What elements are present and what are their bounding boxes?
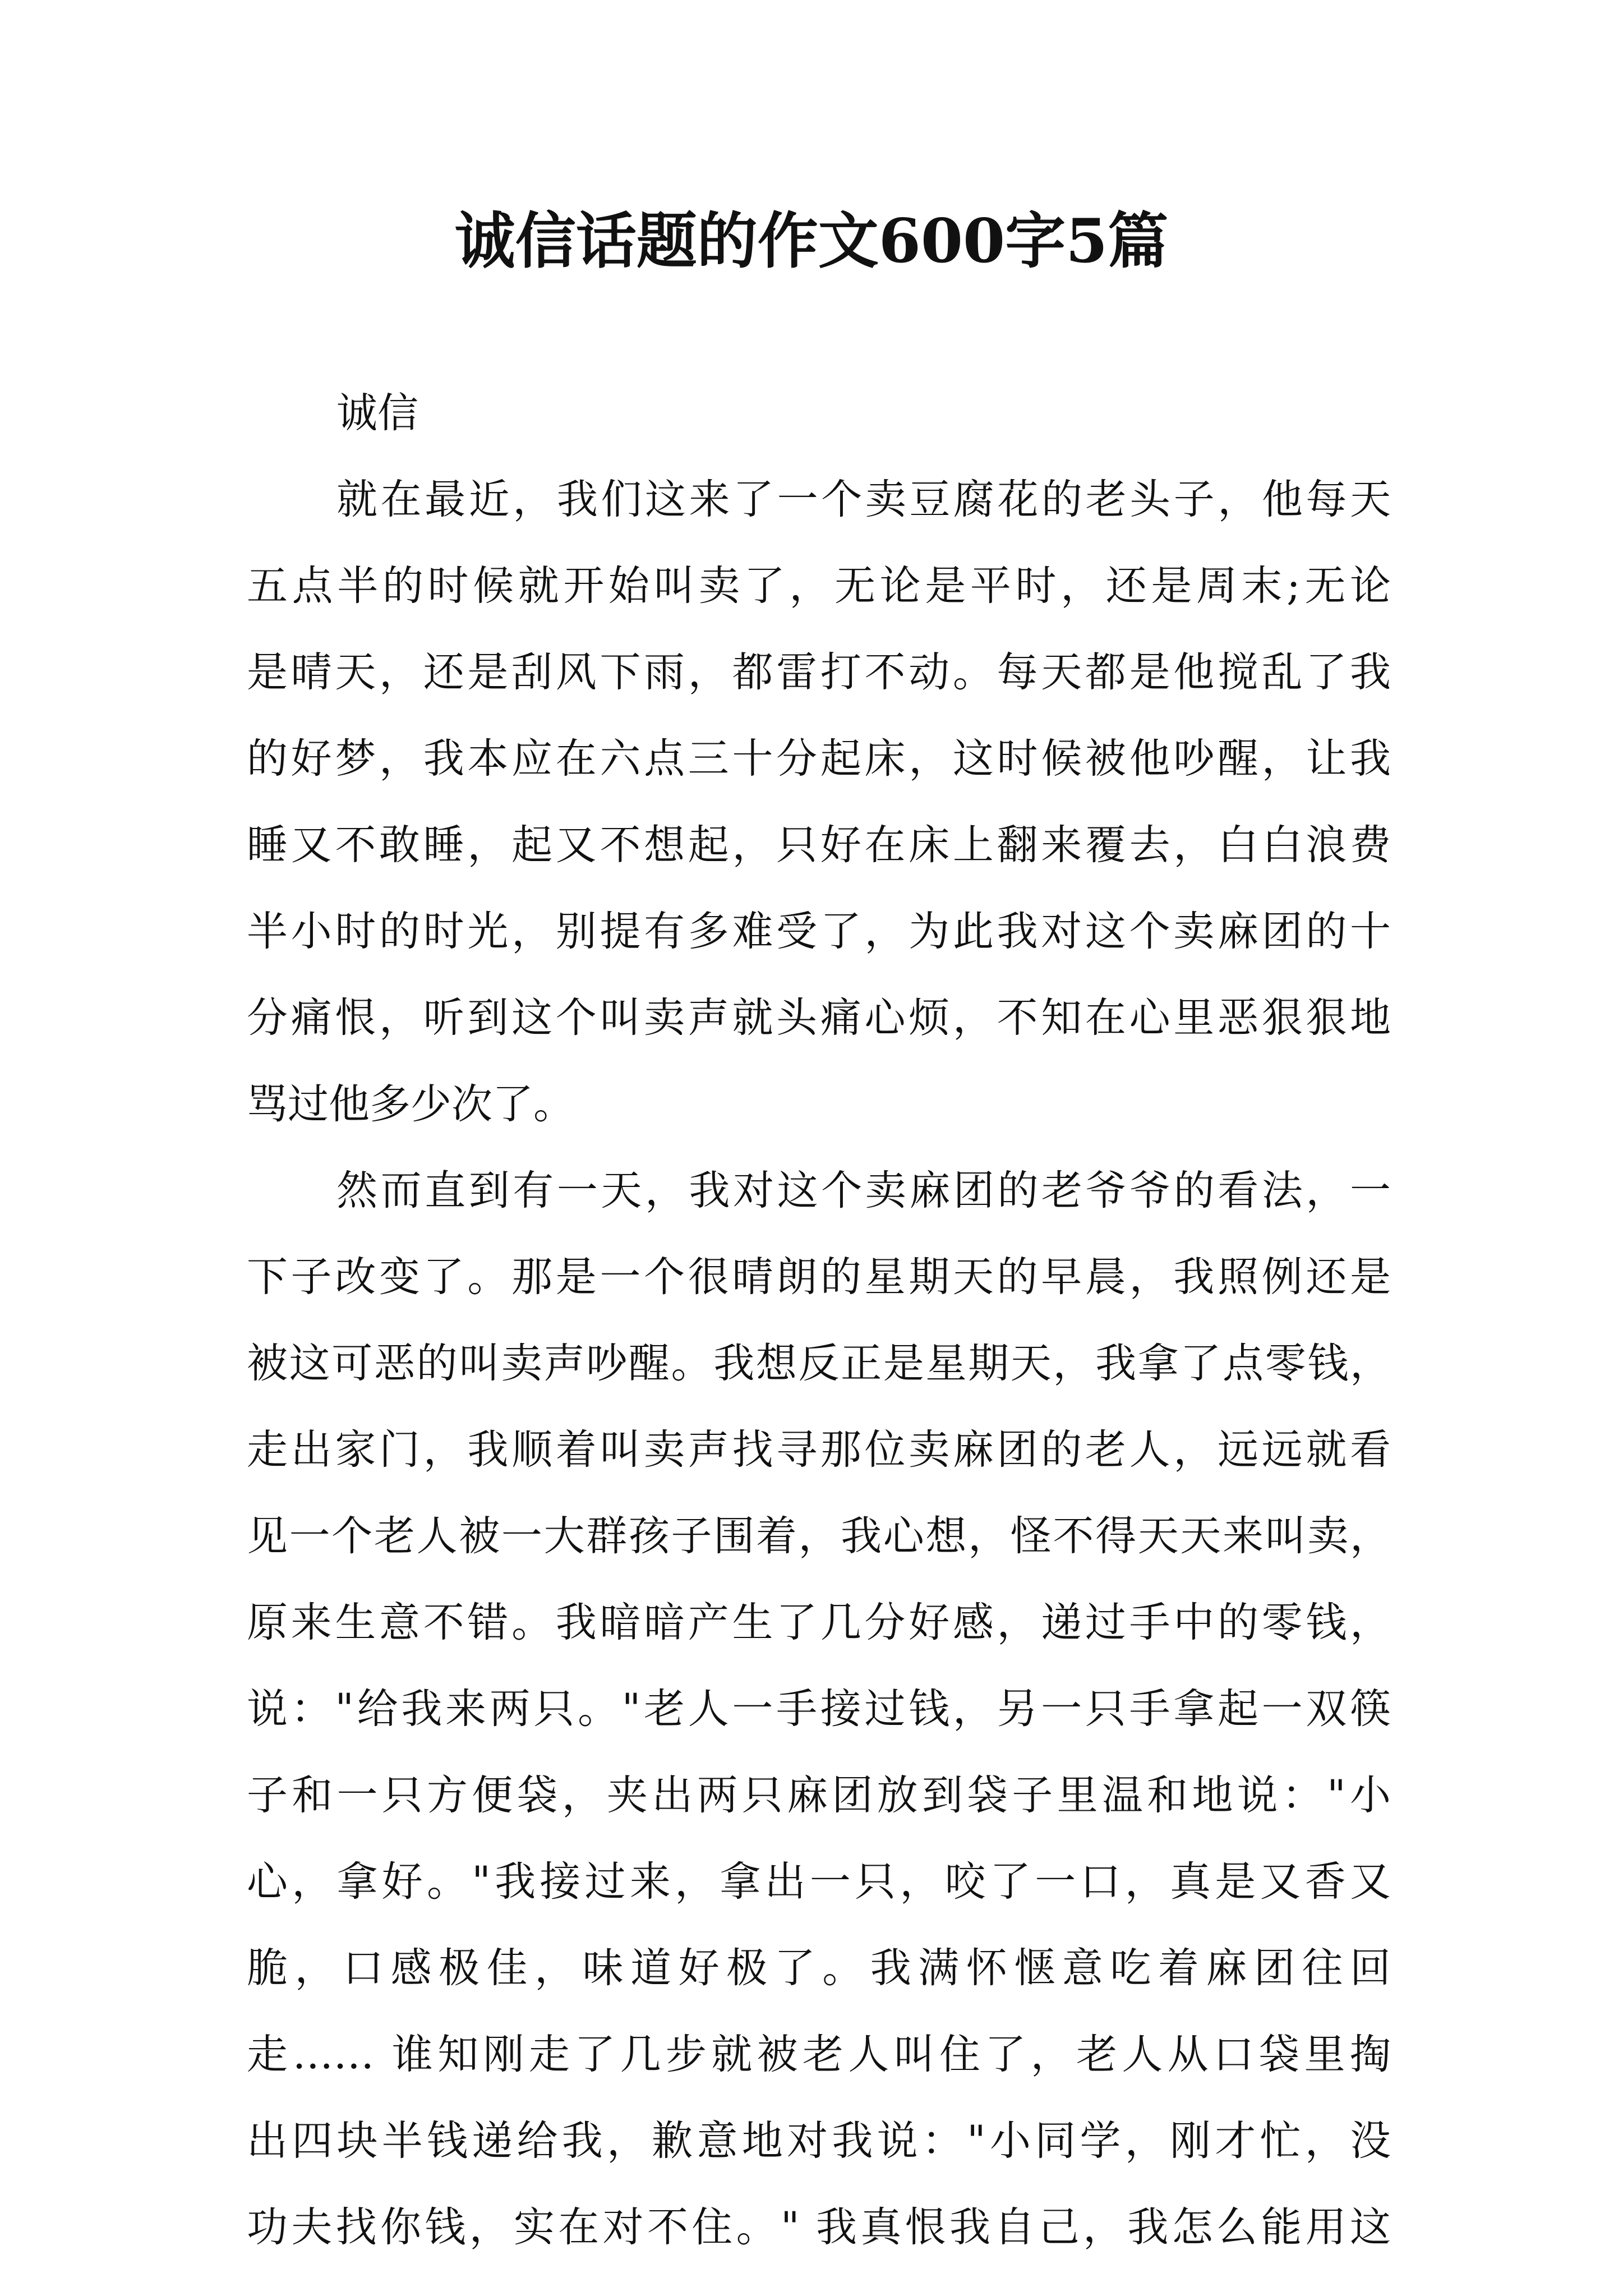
paragraph-line: 走出家门，我顺着叫卖声找寻那位卖麻团的老人，远远就看	[247, 1426, 1391, 1474]
paragraph-line: 原来生意不错。我暗暗产生了几分好感，递过手中的零钱，	[247, 1599, 1391, 1646]
paragraph-line: 然而直到有一天，我对这个卖麻团的老爷爷的看法，一	[336, 1167, 1391, 1214]
paragraph-line: 走…… 谁知刚走了几步就被老人叫住了，老人从口袋里掏	[247, 2031, 1391, 2078]
paragraph-line: 功夫找你钱，实在对不住。" 我真恨我自己，我怎么能用这	[247, 2203, 1391, 2251]
paragraph-line: 的好梦，我本应在六点三十分起床，这时候被他吵醒，让我	[247, 735, 1391, 783]
paragraph-line: 五点半的时候就开始叫卖了，无论是平时，还是周末;无论	[247, 562, 1391, 610]
paragraph-line: 是晴天，还是刮风下雨，都雷打不动。每天都是他搅乱了我	[247, 648, 1391, 696]
paragraph-line: 睡又不敢睡，起又不想起，只好在床上翻来覆去，白白浪费	[247, 821, 1391, 869]
paragraph-line: 就在最近，我们这来了一个卖豆腐花的老头子，他每天	[336, 476, 1391, 523]
document-body	[247, 370, 1391, 2271]
paragraph-line: 见一个老人被一大群孩子围着，我心想，怪不得天天来叫卖，	[247, 1512, 1391, 1560]
paragraph-line: 说："给我来两只。"老人一手接过钱，另一只手拿起一双筷	[247, 1685, 1391, 1733]
paragraph-line: 出四块半钱递给我，歉意地对我说："小同学，刚才忙，没	[247, 2117, 1391, 2165]
paragraph-line: 被这可恶的叫卖声吵醒。我想反正是星期天，我拿了点零钱，	[247, 1340, 1391, 1387]
document-title: 诚信话题的作文600字5篇	[454, 206, 1169, 277]
paragraph-line: 骂过他多少次了。	[247, 1080, 574, 1128]
paragraph-line: 半小时的时光，别提有多难受了，为此我对这个卖麻团的十	[247, 908, 1391, 955]
paragraph-line: 脆，口感极佳，味道好极了。我满怀惬意吃着麻团往回	[247, 1944, 1391, 1992]
paragraph-line: 分痛恨，听到这个叫卖声就头痛心烦，不知在心里恶狠狠地	[247, 994, 1391, 1042]
paragraph-line: 子和一只方便袋，夹出两只麻团放到袋子里温和地说："小	[247, 1772, 1391, 1819]
section-heading: 诚信	[336, 389, 418, 437]
paragraph-line: 下子改变了。那是一个很晴朗的星期天的早晨，我照例还是	[247, 1253, 1391, 1301]
paragraph-line: 心，拿好。"我接过来，拿出一只，咬了一口，真是又香又	[247, 1858, 1391, 1906]
